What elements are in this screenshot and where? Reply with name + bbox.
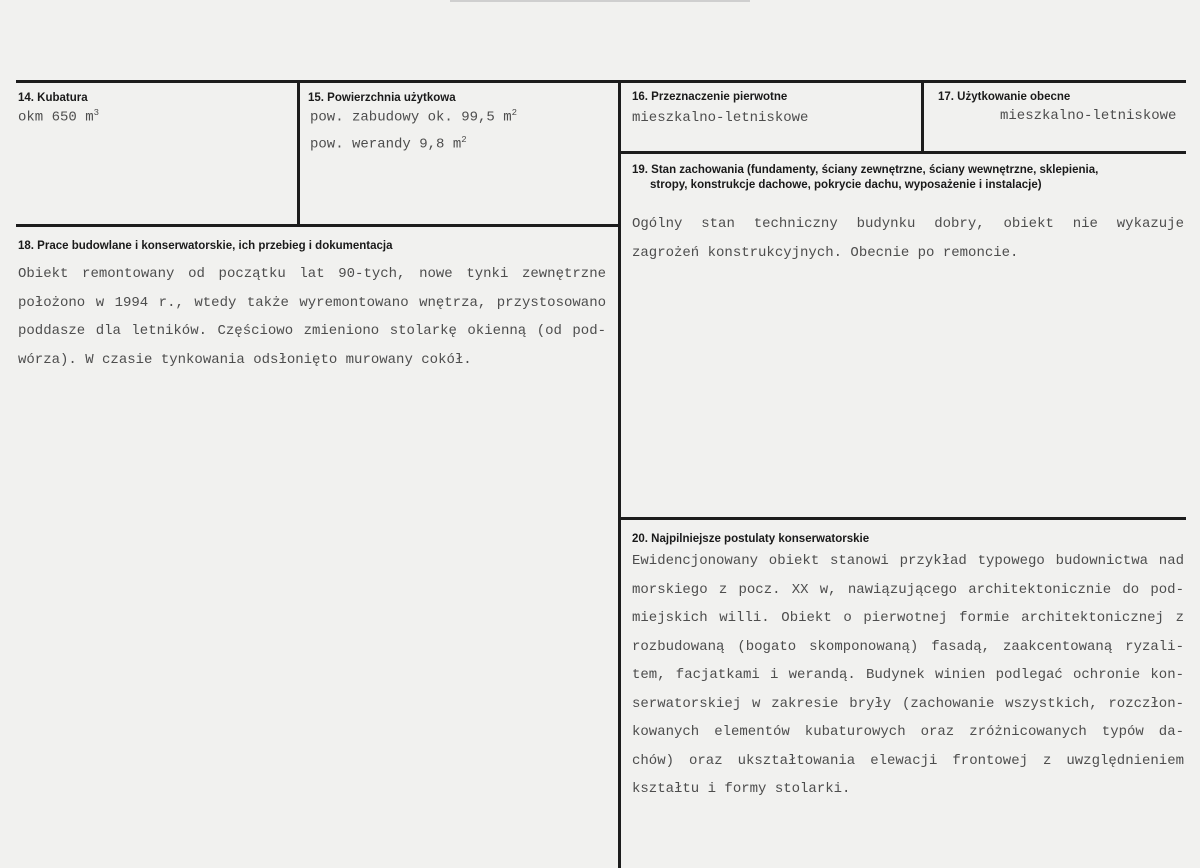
field20-line: rozbudowaną (bogato skomponowaną) fasadą, zaakcentowaną ryzali- [632, 638, 1184, 655]
field18-line: poddasze dla letników. Częściowo zmieniono stolarkę okienną (od pod- [18, 323, 606, 339]
field18-line: Obiekt remontowany od początku lat 90-tych, nowe tynki zewnętrzne [18, 266, 606, 282]
field18-line: położono w 1994 r., wtedy także wyremontowano wnętrza, przystosowano [18, 294, 606, 311]
field19-text [632, 210, 1184, 267]
field16-value: mieszkalno-letniskowe [632, 110, 809, 126]
field17-value: mieszkalno-letniskowe [1000, 108, 1177, 124]
field20-line: Ewidencjonowany obiekt stanowi przykład typowego budownictwa nad [632, 553, 1184, 569]
field15-line2: pow. werandy 9,8 $m^2$ [310, 135, 467, 153]
center-divider [618, 80, 621, 868]
field18-label: 18. Prace budowlane i konserwatorskie, ich przebieg i dokumentacja [18, 240, 393, 252]
field19-label-line1: 19. Stan zachowania (fundamenty, ściany zewnętrzne, ściany wewnętrzne, sklepienia, [632, 164, 1099, 176]
field19-line: zagrożeń konstrukcyjnych. Obecnie po remoncie. [632, 244, 1019, 261]
field20-line: kowanych elementów kubaturowych oraz zróżnicowanych typów da- [632, 724, 1184, 740]
field14-value: okm 650 $m^3$ [18, 108, 100, 126]
field19-line: Ogólny stan techniczny budynku dobry, obiekt nie wykazuje [632, 216, 1184, 232]
field17-label: 17. Użytkowanie obecne [938, 91, 1071, 103]
line-above-19 [620, 151, 1186, 154]
line-above-20 [620, 517, 1186, 520]
field20-label: 20. Najpilniejsze postulaty konserwatorskie [632, 533, 870, 545]
field20-line: tem, facjatkami i werandą. Budynek winien podlegać ochronie kon- [632, 667, 1184, 683]
field15-label: 15. Powierzchnia użytkowa [308, 92, 456, 104]
field19-label-line2: stropy, konstrukcje dachowe, pokrycie dachu, wyposażenie i instalacje) [650, 179, 1042, 191]
field16-label: 16. Przeznaczenie pierwotne [632, 91, 788, 103]
top-border-line [16, 80, 1186, 83]
field15-line1: pow. zabudowy ok. 99,5 $m^2$ [310, 108, 518, 126]
field20-line: chów) oraz ukształtowania elewacji frontowej z uwzględnieniem [632, 752, 1184, 769]
field20-line: miejskich willi. Obiekt o pierwotnej formie architektonicznej z [632, 610, 1184, 626]
field20-text [632, 547, 1184, 804]
line-above-18 [16, 224, 620, 227]
field20-line: kształtu i formy stolarki. [632, 781, 851, 797]
field20-line: morskiego z pocz. XX w, nawiązującego architektonicznie do pod- [632, 581, 1184, 598]
field20-line: serwatorskiej w zakresie bryły (zachowanie wszystkich, rozczłon- [632, 695, 1184, 712]
field14-label: 14. Kubatura [18, 92, 88, 104]
field18-line: wórza). W czasie tynkowania odsłonięto murowany cokół. [18, 351, 472, 368]
divider-16-17 [921, 80, 924, 153]
divider-14-15 [297, 80, 300, 226]
top-edge-mark [450, 0, 750, 2]
field18-text [18, 260, 606, 374]
